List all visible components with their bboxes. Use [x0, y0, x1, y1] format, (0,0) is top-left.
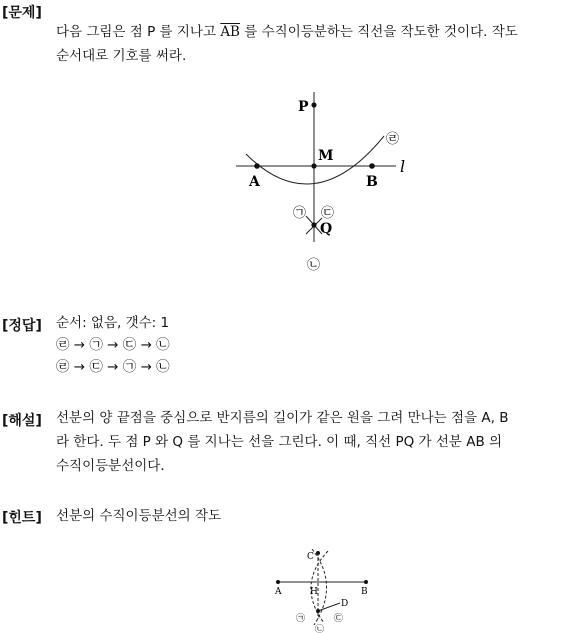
point-q: [311, 222, 316, 227]
hint-line-d: [318, 603, 340, 611]
answer-tag: [정답]: [2, 318, 42, 334]
answer-summary: 순서: 없음, 갯수: 1: [56, 315, 170, 331]
problem-text: [56, 20, 588, 68]
answer-sequence-2: ㉣ → ㉢ → ㉠ → ㉡: [56, 359, 170, 375]
hint-tag: [힌트]: [2, 510, 42, 526]
point-m: [311, 163, 316, 168]
mark-a: ㉠: [293, 206, 307, 221]
hint-point-c: [316, 551, 320, 555]
hint-label-d: D: [341, 599, 349, 609]
answer-block: [56, 312, 588, 378]
hint-label-a: A: [275, 587, 282, 597]
explanation-block: [56, 406, 588, 478]
segment-ab: $\overline{AB}$: [220, 24, 240, 40]
problem-line-2: 순서대로 기호를 써라.: [56, 48, 187, 64]
mark-d: ㉣: [386, 132, 400, 147]
explanation-line-1: 선분의 양 끝점을 중심으로 반지름의 길이가 같은 원을 그려 만나는 점을 A, B: [56, 410, 509, 426]
problem-line-1: [56, 20, 588, 44]
label-p: P: [298, 99, 309, 115]
arc-from-p: [246, 136, 384, 184]
explanation-tag: [해설]: [2, 413, 42, 429]
problem-line-1-pre: 다음 그림은 점 P 를 지나고: [56, 24, 221, 40]
explanation-line-3: 수직이등분선이다.: [56, 458, 165, 474]
hint-point-d: [316, 609, 320, 613]
hint-mark-c: ㉢: [334, 614, 344, 624]
label-a: A: [249, 174, 260, 190]
hint-mark-a: ㉠: [296, 614, 306, 624]
point-b: [369, 163, 375, 169]
label-l: l: [400, 157, 406, 176]
label-m: M: [318, 148, 334, 164]
mark-c: ㉢: [321, 206, 335, 221]
hint-text: 선분의 수직이등분선의 작도: [56, 508, 222, 524]
point-p: [311, 102, 316, 107]
mark-b: ㉡: [307, 258, 321, 273]
point-a: [254, 163, 260, 169]
hint-label-b: B: [361, 587, 368, 597]
hint-point-b: [364, 580, 368, 584]
hint-point-a: [276, 580, 280, 584]
hint-label-h: H: [310, 587, 318, 597]
label-b: B: [366, 174, 378, 190]
problem-line-1-post: 를 수직이등분하는 직선을 작도한 것이다. 작도: [239, 24, 518, 40]
hint-figure: [268, 545, 378, 633]
hint-mark-b: ㉡: [315, 625, 325, 633]
explanation-line-2: 라 한다. 두 점 P 와 Q 를 지나는 선을 그린다. 이 때, 직선 PQ 가 선분 AB 의: [56, 434, 503, 450]
construction-figure: [230, 92, 420, 277]
hint-label-c: C: [307, 552, 314, 562]
problem-tag: [문제]: [2, 5, 42, 21]
label-q: Q: [320, 221, 333, 237]
answer-sequence-1: ㉣ → ㉠ → ㉢ → ㉡: [56, 337, 170, 353]
